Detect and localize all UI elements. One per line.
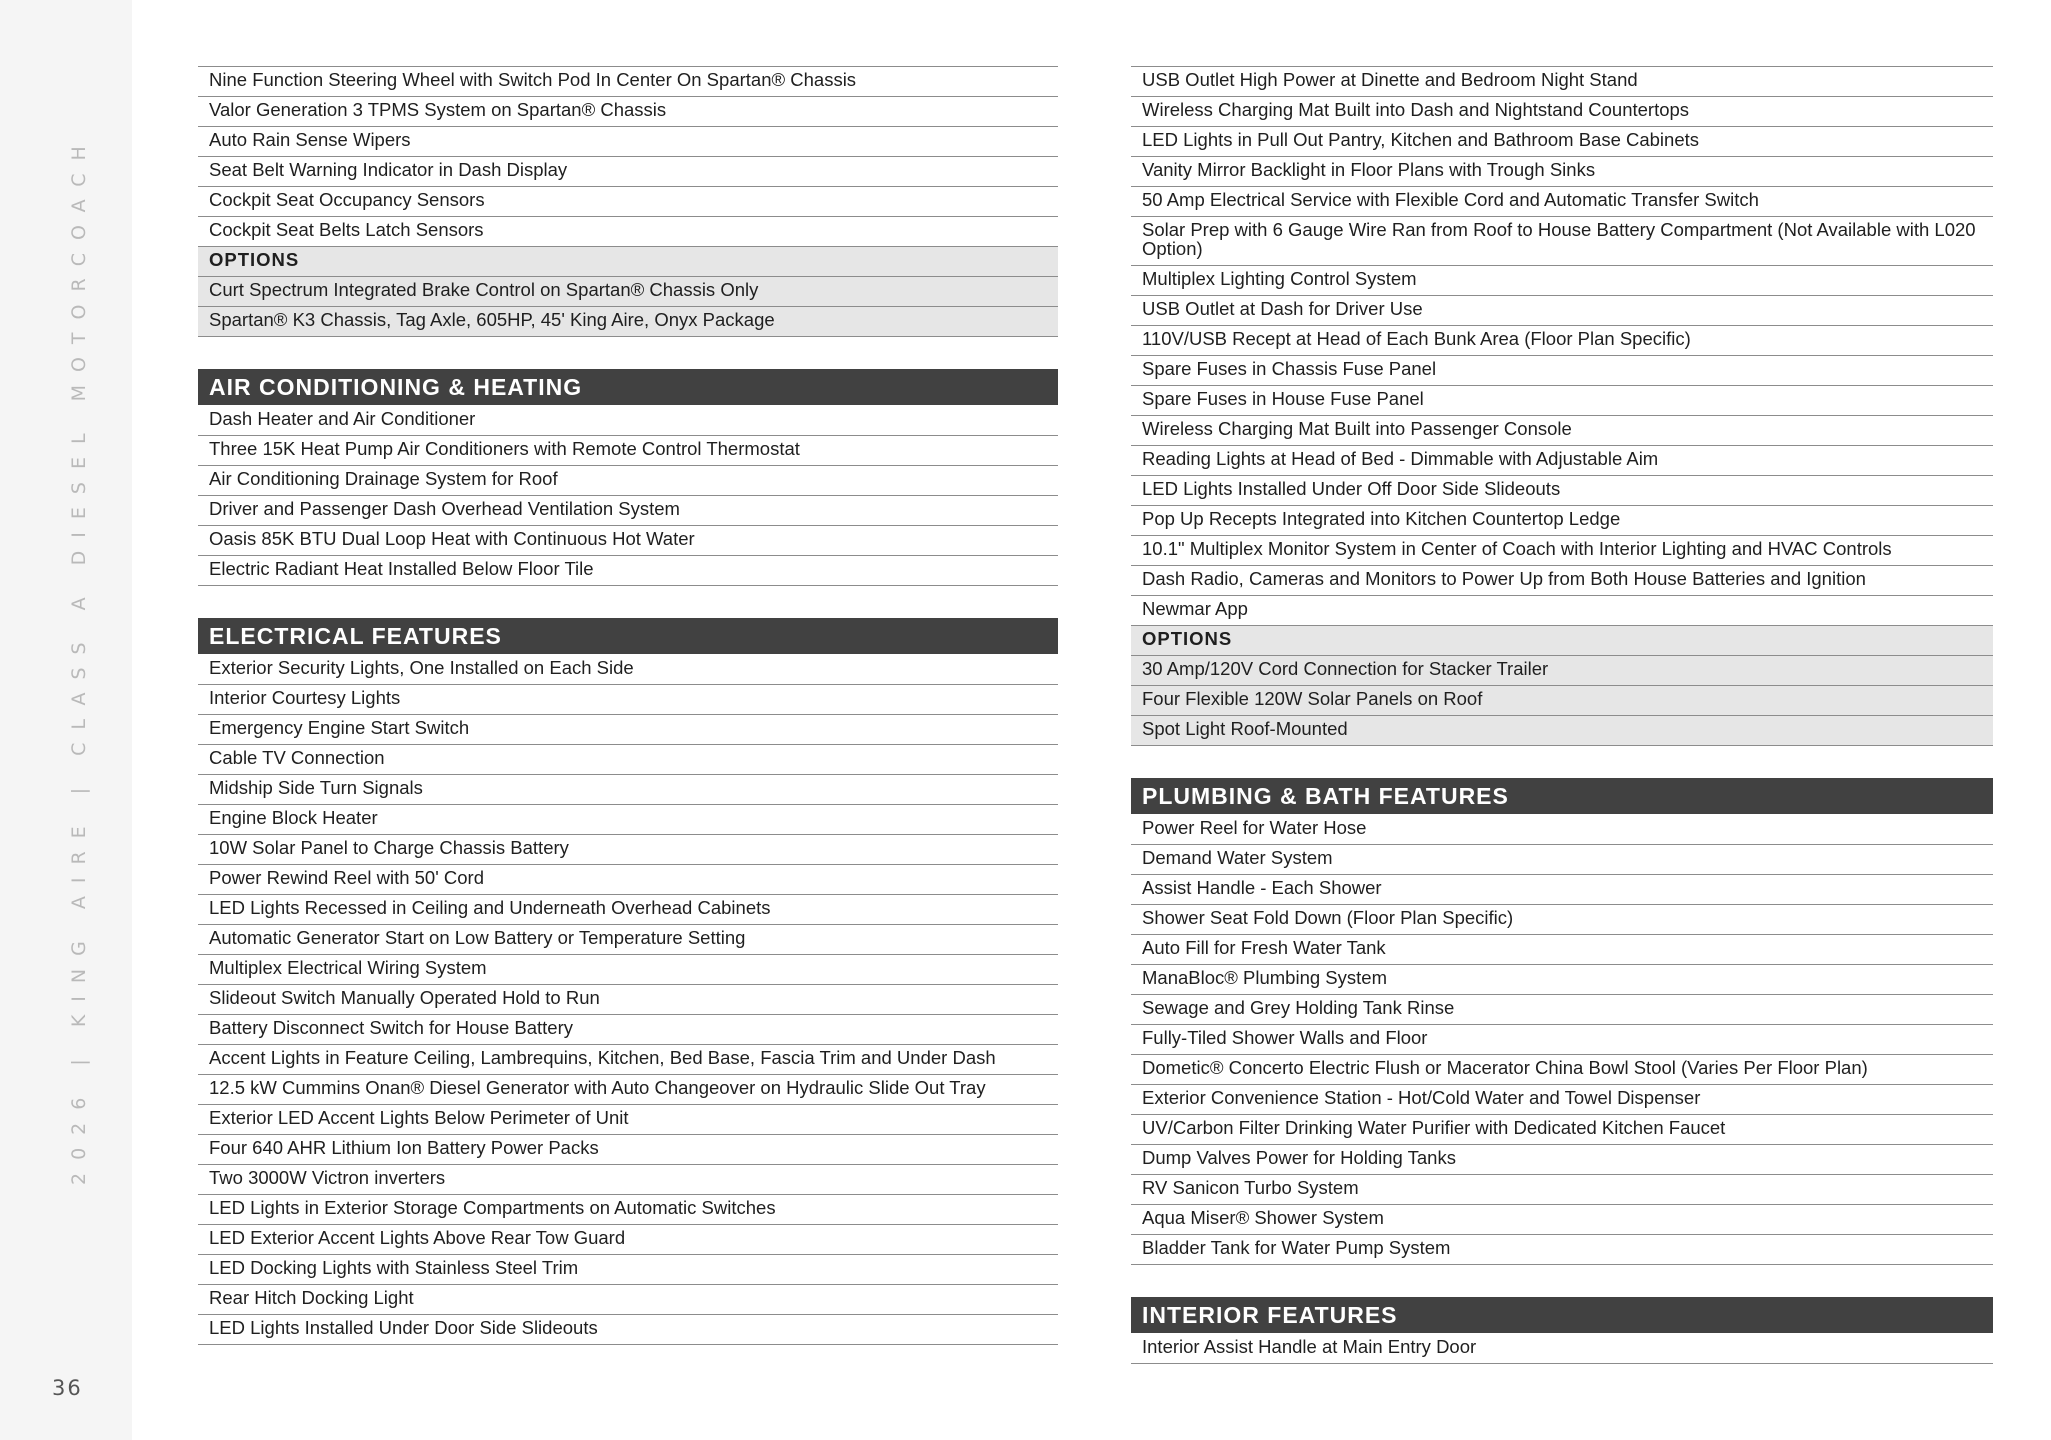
option-item: Spartan® K3 Chassis, Tag Axle, 605HP, 45' King Aire, Onyx Package	[198, 307, 1058, 337]
page-number: 36	[52, 1376, 83, 1400]
options-heading: OPTIONS	[198, 247, 1058, 277]
list-item: LED Docking Lights with Stainless Steel Trim	[198, 1255, 1058, 1285]
list-item: Shower Seat Fold Down (Floor Plan Specific)	[1131, 905, 1993, 935]
list-item: LED Lights in Pull Out Pantry, Kitchen and Bathroom Base Cabinets	[1131, 127, 1993, 157]
list-item: Dometic® Concerto Electric Flush or Macerator China Bowl Stool (Varies Per Floor Plan)	[1131, 1055, 1993, 1085]
list-item: Interior Courtesy Lights	[198, 685, 1058, 715]
list-item: Rear Hitch Docking Light	[198, 1285, 1058, 1315]
option-item: Curt Spectrum Integrated Brake Control on Spartan® Chassis Only	[198, 277, 1058, 307]
list-item: Multiplex Electrical Wiring System	[198, 955, 1058, 985]
list-item: Midship Side Turn Signals	[198, 775, 1058, 805]
section-heading: PLUMBING & BATH FEATURES	[1131, 778, 1993, 814]
list-item: Newmar App	[1131, 596, 1993, 626]
electrical-options-list	[1131, 656, 1993, 746]
list-item: Vanity Mirror Backlight in Floor Plans with Trough Sinks	[1131, 157, 1993, 187]
list-item: LED Lights Installed Under Door Side Slideouts	[198, 1315, 1058, 1345]
list-item: Cockpit Seat Belts Latch Sensors	[198, 217, 1058, 247]
list-item: LED Lights Recessed in Ceiling and Underneath Overhead Cabinets	[198, 895, 1058, 925]
list-item: Three 15K Heat Pump Air Conditioners with Remote Control Thermostat	[198, 436, 1058, 466]
list-item: 12.5 kW Cummins Onan® Diesel Generator with Auto Changeover on Hydraulic Slide Out Tray	[198, 1075, 1058, 1105]
list-item: Oasis 85K BTU Dual Loop Heat with Continuous Hot Water	[198, 526, 1058, 556]
list-item: Valor Generation 3 TPMS System on Spartan® Chassis	[198, 97, 1058, 127]
list-item: Cable TV Connection	[198, 745, 1058, 775]
list-item: Dash Radio, Cameras and Monitors to Power Up from Both House Batteries and Ignition	[1131, 566, 1993, 596]
list-item: Fully-Tiled Shower Walls and Floor	[1131, 1025, 1993, 1055]
list-item: RV Sanicon Turbo System	[1131, 1175, 1993, 1205]
list-item: USB Outlet at Dash for Driver Use	[1131, 296, 1993, 326]
list-item: Auto Fill for Fresh Water Tank	[1131, 935, 1993, 965]
list-item: Nine Function Steering Wheel with Switch Pod In Center On Spartan® Chassis	[198, 66, 1058, 97]
option-item: 30 Amp/120V Cord Connection for Stacker Trailer	[1131, 656, 1993, 686]
list-item: Automatic Generator Start on Low Battery or Temperature Setting	[198, 925, 1058, 955]
list-item: UV/Carbon Filter Drinking Water Purifier with Dedicated Kitchen Faucet	[1131, 1115, 1993, 1145]
list-item: Dump Valves Power for Holding Tanks	[1131, 1145, 1993, 1175]
list-item: Demand Water System	[1131, 845, 1993, 875]
list-item: 10W Solar Panel to Charge Chassis Battery	[198, 835, 1058, 865]
list-item: 50 Amp Electrical Service with Flexible Cord and Automatic Transfer Switch	[1131, 187, 1993, 217]
list-item: Driver and Passenger Dash Overhead Ventilation System	[198, 496, 1058, 526]
plumbing-bath-section	[1131, 778, 1993, 1265]
section-heading: INTERIOR FEATURES	[1131, 1297, 1993, 1333]
list-item: Auto Rain Sense Wipers	[198, 127, 1058, 157]
list-item: 110V/USB Recept at Head of Each Bunk Area (Floor Plan Specific)	[1131, 326, 1993, 356]
chassis-section	[198, 66, 1058, 337]
interior-section	[1131, 1297, 1993, 1364]
chassis-options-list	[198, 277, 1058, 337]
list-item: Accent Lights in Feature Ceiling, Lambrequins, Kitchen, Bed Base, Fascia Trim and Under Dash	[198, 1045, 1058, 1075]
list-item: Spare Fuses in Chassis Fuse Panel	[1131, 356, 1993, 386]
list-item: Exterior LED Accent Lights Below Perimeter of Unit	[198, 1105, 1058, 1135]
electrical-continued-section	[1131, 66, 1993, 746]
right-column	[1131, 66, 1993, 1396]
list-item: Pop Up Recepts Integrated into Kitchen Countertop Ledge	[1131, 506, 1993, 536]
list-item: LED Lights in Exterior Storage Compartments on Automatic Switches	[198, 1195, 1058, 1225]
list-item: Multiplex Lighting Control System	[1131, 266, 1993, 296]
list-item: Electric Radiant Heat Installed Below Floor Tile	[198, 556, 1058, 586]
list-item: Four 640 AHR Lithium Ion Battery Power Packs	[198, 1135, 1058, 1165]
list-item: Assist Handle - Each Shower	[1131, 875, 1993, 905]
list-item: LED Lights Installed Under Off Door Side Slideouts	[1131, 476, 1993, 506]
list-item: Battery Disconnect Switch for House Battery	[198, 1015, 1058, 1045]
list-item: LED Exterior Accent Lights Above Rear Tow Guard	[198, 1225, 1058, 1255]
list-item: Interior Assist Handle at Main Entry Door	[1131, 1334, 1993, 1364]
list-item: Solar Prep with 6 Gauge Wire Ran from Roof to House Battery Compartment (Not Available with L020 Option)	[1131, 217, 1993, 266]
list-item: 10.1" Multiplex Monitor System in Center of Coach with Interior Lighting and HVAC Controls	[1131, 536, 1993, 566]
list-item: ManaBloc® Plumbing System	[1131, 965, 1993, 995]
list-item: Dash Heater and Air Conditioner	[198, 406, 1058, 436]
list-item: Spare Fuses in House Fuse Panel	[1131, 386, 1993, 416]
list-item: USB Outlet High Power at Dinette and Bedroom Night Stand	[1131, 66, 1993, 97]
section-heading: ELECTRICAL FEATURES	[198, 618, 1058, 654]
list-item: Sewage and Grey Holding Tank Rinse	[1131, 995, 1993, 1025]
list-item: Exterior Security Lights, One Installed on Each Side	[198, 655, 1058, 685]
list-item: Seat Belt Warning Indicator in Dash Display	[198, 157, 1058, 187]
list-item: Aqua Miser® Shower System	[1131, 1205, 1993, 1235]
option-item: Spot Light Roof-Mounted	[1131, 716, 1993, 746]
list-item: Emergency Engine Start Switch	[198, 715, 1058, 745]
left-column	[198, 66, 1058, 1377]
options-heading: OPTIONS	[1131, 626, 1993, 656]
list-item: Wireless Charging Mat Built into Dash and Nightstand Countertops	[1131, 97, 1993, 127]
interior-list	[1131, 1334, 1993, 1364]
list-item: Bladder Tank for Water Pump System	[1131, 1235, 1993, 1265]
side-label: 2026 | KING AIRE | CLASS A DIESEL MOTORCOACH	[68, 133, 90, 1185]
ac-heating-section	[198, 369, 1058, 586]
list-item: Two 3000W Victron inverters	[198, 1165, 1058, 1195]
option-item: Four Flexible 120W Solar Panels on Roof	[1131, 686, 1993, 716]
electrical-list	[198, 655, 1058, 1345]
list-item: Air Conditioning Drainage System for Roof	[198, 466, 1058, 496]
list-item: Wireless Charging Mat Built into Passenger Console	[1131, 416, 1993, 446]
list-item: Reading Lights at Head of Bed - Dimmable with Adjustable Aim	[1131, 446, 1993, 476]
sidebar	[0, 0, 132, 1440]
list-item: Power Rewind Reel with 50' Cord	[198, 865, 1058, 895]
plumbing-bath-list	[1131, 815, 1993, 1265]
chassis-list	[198, 66, 1058, 247]
electrical-section	[198, 618, 1058, 1345]
list-item: Slideout Switch Manually Operated Hold to Run	[198, 985, 1058, 1015]
electrical-continued-list	[1131, 66, 1993, 626]
list-item: Power Reel for Water Hose	[1131, 815, 1993, 845]
section-heading: AIR CONDITIONING & HEATING	[198, 369, 1058, 405]
list-item: Cockpit Seat Occupancy Sensors	[198, 187, 1058, 217]
ac-heating-list	[198, 406, 1058, 586]
list-item: Engine Block Heater	[198, 805, 1058, 835]
list-item: Exterior Convenience Station - Hot/Cold Water and Towel Dispenser	[1131, 1085, 1993, 1115]
